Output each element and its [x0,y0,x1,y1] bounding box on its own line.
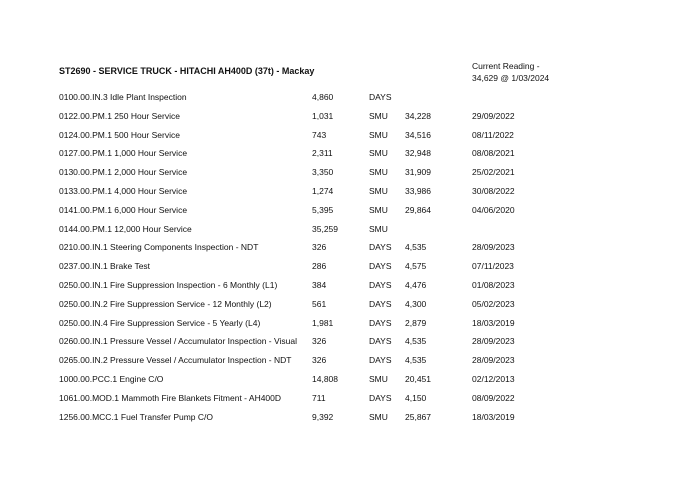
interval-value: 384 [312,279,327,290]
task-description: 1061.00.MOD.1 Mammoth Fire Blankets Fitment - AH400D [59,392,282,403]
table-row [0,223,700,242]
interval-unit: DAYS [369,336,392,347]
task-description: 0133.00.PM.1 4,000 Hour Service [59,185,188,196]
table-row [0,129,700,148]
task-description: 0265.00.IN.2 Pressure Vessel / Accumulator Inspection - NDT [59,355,292,366]
service-list [0,91,700,429]
interval-value: 35,259 [312,223,338,234]
task-description: 0260.00.IN.1 Pressure Vessel / Accumulator Inspection - Visual [59,336,297,347]
last-date: 01/08/2023 [472,279,515,290]
interval-unit: SMU [369,411,388,422]
current-reading-label: Current Reading - [472,61,540,71]
interval-unit: DAYS [369,392,392,403]
interval-value: 4,860 [312,92,334,102]
interval-unit: SMU [369,185,388,196]
table-row [0,241,700,260]
last-reading: 4,535 [405,355,427,366]
last-reading: 33,986 [405,185,431,196]
interval-value: 561 [312,298,327,309]
interval-unit: DAYS [369,261,392,272]
document-title: ST2690 - SERVICE TRUCK - HITACHI AH400D (37t) - Mackay [59,66,315,76]
last-reading: 4,476 [405,279,427,290]
last-date: 08/09/2022 [472,392,515,403]
interval-unit: DAYS [369,92,392,102]
interval-value: 1,274 [312,185,334,196]
interval-unit: DAYS [369,317,392,328]
task-description: 1000.00.PCC.1 Engine C/O [59,373,164,384]
last-reading: 4,535 [405,336,427,347]
last-reading: 4,575 [405,261,427,272]
table-row [0,335,700,354]
table-row [0,279,700,298]
last-date: 04/06/2020 [472,204,515,215]
last-date: 28/09/2023 [472,336,515,347]
interval-unit: SMU [369,223,388,234]
last-reading: 20,451 [405,373,431,384]
interval-value: 5,395 [312,204,334,215]
last-date: 28/09/2023 [472,242,515,253]
table-row [0,260,700,279]
last-reading: 25,867 [405,411,431,422]
last-date: 30/08/2022 [472,185,515,196]
task-description: 0250.00.IN.2 Fire Suppression Service - 12 Monthly (L2) [59,298,272,309]
interval-value: 2,311 [312,148,333,159]
table-row [0,204,700,223]
last-date: 07/11/2023 [472,261,514,272]
task-description: 0141.00.PM.1 6,000 Hour Service [59,204,188,215]
task-description: 0250.00.IN.1 Fire Suppression Inspection - 6 Monthly (L1) [59,279,278,290]
task-description: 0144.00.PM.1 12,000 Hour Service [59,223,192,234]
interval-value: 326 [312,242,327,253]
current-reading [472,60,549,84]
table-row [0,110,700,129]
last-date: 18/03/2019 [472,411,515,422]
table-row [0,185,700,204]
last-reading: 32,948 [405,148,431,159]
task-description: 0100.00.IN.3 Idle Plant Inspection [59,92,187,102]
task-description: 0130.00.PM.1 2,000 Hour Service [59,167,188,178]
interval-unit: SMU [369,110,388,121]
interval-unit: DAYS [369,355,392,366]
last-date: 28/09/2023 [472,355,515,366]
table-row [0,317,700,336]
task-description: 1256.00.MCC.1 Fuel Transfer Pump C/O [59,411,214,422]
table-row [0,166,700,185]
table-row [0,354,700,373]
interval-unit: SMU [369,167,388,178]
interval-value: 9,392 [312,411,334,422]
interval-value: 286 [312,261,327,272]
task-description: 0124.00.PM.1 500 Hour Service [59,129,180,140]
last-reading: 4,300 [405,298,427,309]
last-date: 29/09/2022 [472,110,515,121]
interval-unit: DAYS [369,279,392,290]
interval-value: 326 [312,336,327,347]
task-description: 0250.00.IN.4 Fire Suppression Service - 5 Yearly (L4) [59,317,261,328]
last-date: 18/03/2019 [472,317,515,328]
task-description: 0210.00.IN.1 Steering Components Inspection - NDT [59,242,259,253]
task-description: 0127.00.PM.1 1,000 Hour Service [59,148,188,159]
last-reading: 2,879 [405,317,427,328]
interval-value: 1,031 [312,110,334,121]
last-reading: 4,535 [405,242,427,253]
last-date: 25/02/2021 [472,167,515,178]
interval-unit: DAYS [369,242,392,253]
last-reading: 34,228 [405,110,431,121]
table-row [0,91,700,110]
interval-value: 743 [312,129,327,140]
last-reading: 29,864 [405,204,431,215]
table-row [0,373,700,392]
task-description: 0237.00.IN.1 Brake Test [59,261,151,272]
interval-unit: SMU [369,148,388,159]
last-reading: 4,150 [405,392,427,403]
interval-value: 326 [312,355,327,366]
last-reading: 34,516 [405,129,431,140]
current-reading-value: 34,629 @ 1/03/2024 [472,73,550,83]
interval-unit: SMU [369,204,388,215]
last-date: 05/02/2023 [472,298,515,309]
table-row [0,392,700,411]
last-reading: 31,909 [405,167,431,178]
last-date: 08/08/2021 [472,148,515,159]
interval-value: 1,981 [312,317,334,328]
interval-unit: SMU [369,373,388,384]
interval-value: 14,808 [312,373,338,384]
interval-unit: SMU [369,129,388,140]
table-row [0,411,700,430]
last-date: 08/11/2022 [472,129,514,140]
table-row [0,298,700,317]
table-row [0,147,700,166]
interval-value: 711 [312,392,326,403]
interval-unit: DAYS [369,298,392,309]
last-date: 02/12/2013 [472,373,515,384]
task-description: 0122.00.PM.1 250 Hour Service [59,110,180,121]
interval-value: 3,350 [312,167,334,178]
